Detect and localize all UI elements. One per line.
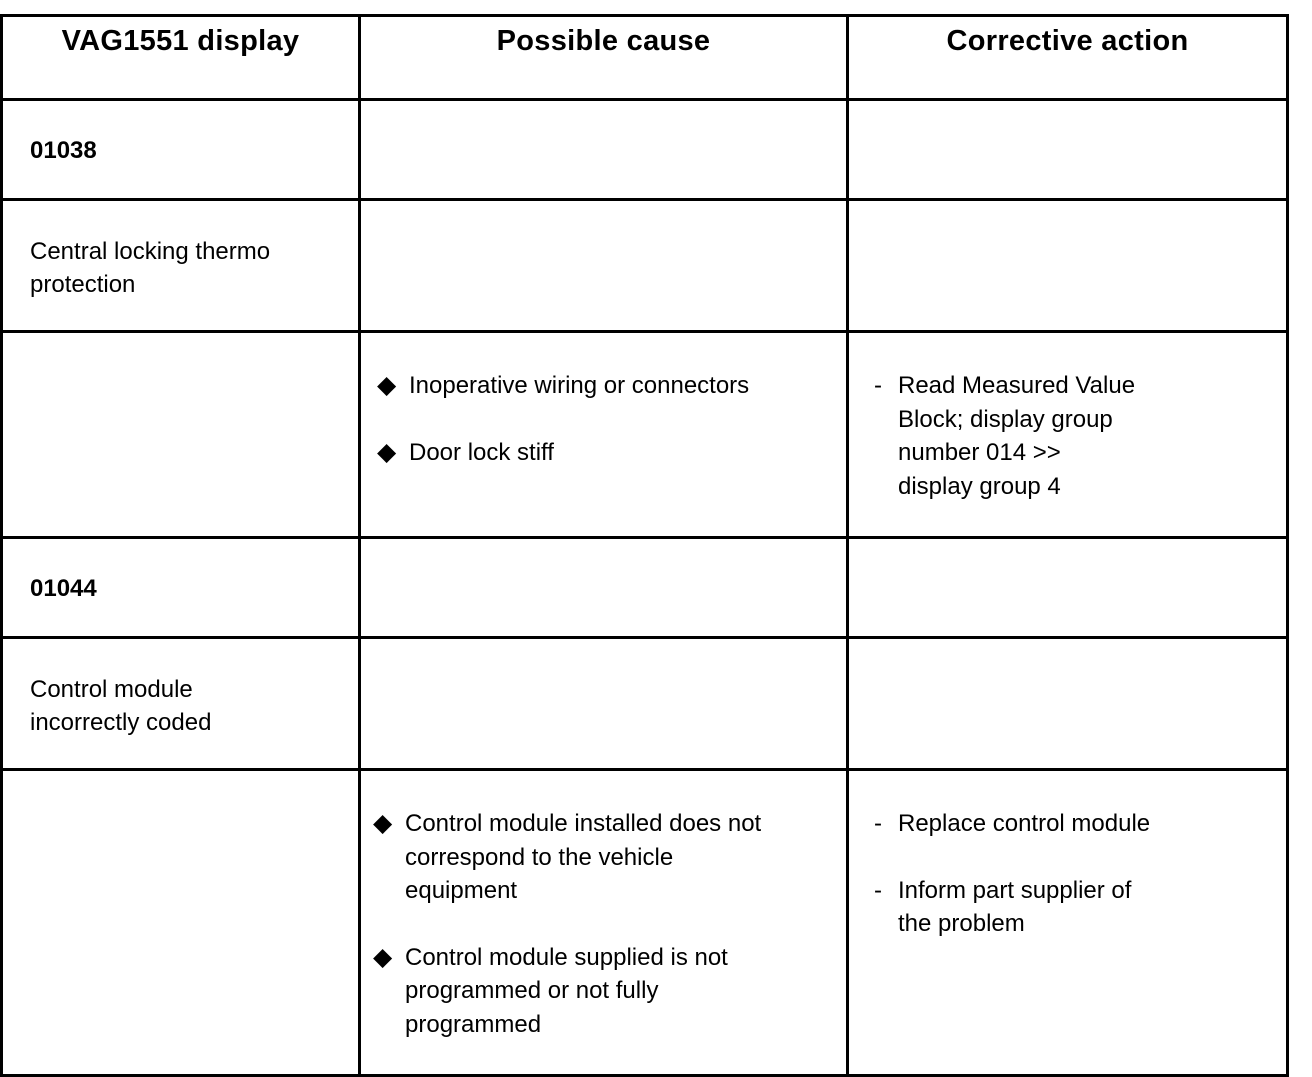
possible-cause-item [373, 807, 826, 908]
corrective-action-list [849, 771, 1286, 941]
empty-cell [360, 100, 848, 200]
header-possible-cause: Possible cause [360, 16, 848, 100]
header-corrective-action: Corrective action [848, 16, 1288, 100]
empty-cell [2, 332, 360, 538]
fault-code-row [2, 100, 1288, 200]
possible-cause-list [361, 333, 846, 469]
fault-code-row [2, 538, 1288, 638]
possible-cause-text: Control module installed does not correspond to the vehicle equipment [405, 810, 762, 904]
fault-description-row [2, 200, 1288, 332]
diamond-bullet-icon: ◆ [373, 942, 393, 971]
possible-cause-text: Control module supplied is not programmed or not fully programmed [405, 943, 728, 1038]
diamond-bullet-icon: ◆ [377, 437, 397, 466]
possible-cause-cell [360, 332, 848, 538]
empty-cell [2, 770, 360, 1076]
empty-cell [360, 200, 848, 332]
corrective-action-item [874, 874, 1266, 941]
empty-cell [848, 538, 1288, 638]
corrective-action-item [874, 369, 1266, 503]
dash-bullet-icon: - [874, 876, 882, 904]
possible-cause-text: Door lock stiff [409, 438, 554, 466]
possible-cause-item [377, 436, 826, 470]
corrective-action-item [874, 807, 1266, 841]
fault-description-cell [2, 200, 360, 332]
fault-detail-row [2, 332, 1288, 538]
corrective-action-list [849, 333, 1286, 503]
diamond-bullet-icon: ◆ [377, 371, 397, 399]
fault-description: Control module incorrectly coded [30, 676, 212, 736]
empty-cell [848, 100, 1288, 200]
corrective-action-text: Inform part supplier of the problem [898, 876, 1132, 937]
possible-cause-list [361, 771, 846, 1041]
fault-description-row [2, 638, 1288, 770]
empty-cell [360, 638, 848, 770]
header-vag1551-display: VAG1551 display [2, 16, 360, 100]
empty-cell [848, 638, 1288, 770]
corrective-action-cell [848, 332, 1288, 538]
empty-cell [360, 538, 848, 638]
corrective-action-text: Replace control module [898, 810, 1151, 837]
fault-code-cell [2, 100, 360, 200]
table-header-row [2, 16, 1288, 100]
fault-detail-row [2, 770, 1288, 1076]
fault-code-table [0, 14, 1289, 1077]
fault-code-cell [2, 538, 360, 638]
possible-cause-item [377, 369, 826, 403]
diamond-bullet-icon: ◆ [373, 809, 393, 837]
fault-description: Central locking thermo protection [30, 238, 271, 298]
fault-description-cell [2, 638, 360, 770]
corrective-action-text: Read Measured Value Block; display group number 014 >> display group 4 [898, 372, 1136, 500]
possible-cause-text: Inoperative wiring or connectors [409, 372, 750, 399]
fault-code: 01038 [30, 137, 97, 164]
corrective-action-cell [848, 770, 1288, 1076]
fault-code: 01044 [30, 575, 97, 602]
possible-cause-cell [360, 770, 848, 1076]
dash-bullet-icon: - [874, 372, 882, 399]
dash-bullet-icon: - [874, 810, 882, 837]
empty-cell [848, 200, 1288, 332]
possible-cause-item [373, 941, 826, 1042]
